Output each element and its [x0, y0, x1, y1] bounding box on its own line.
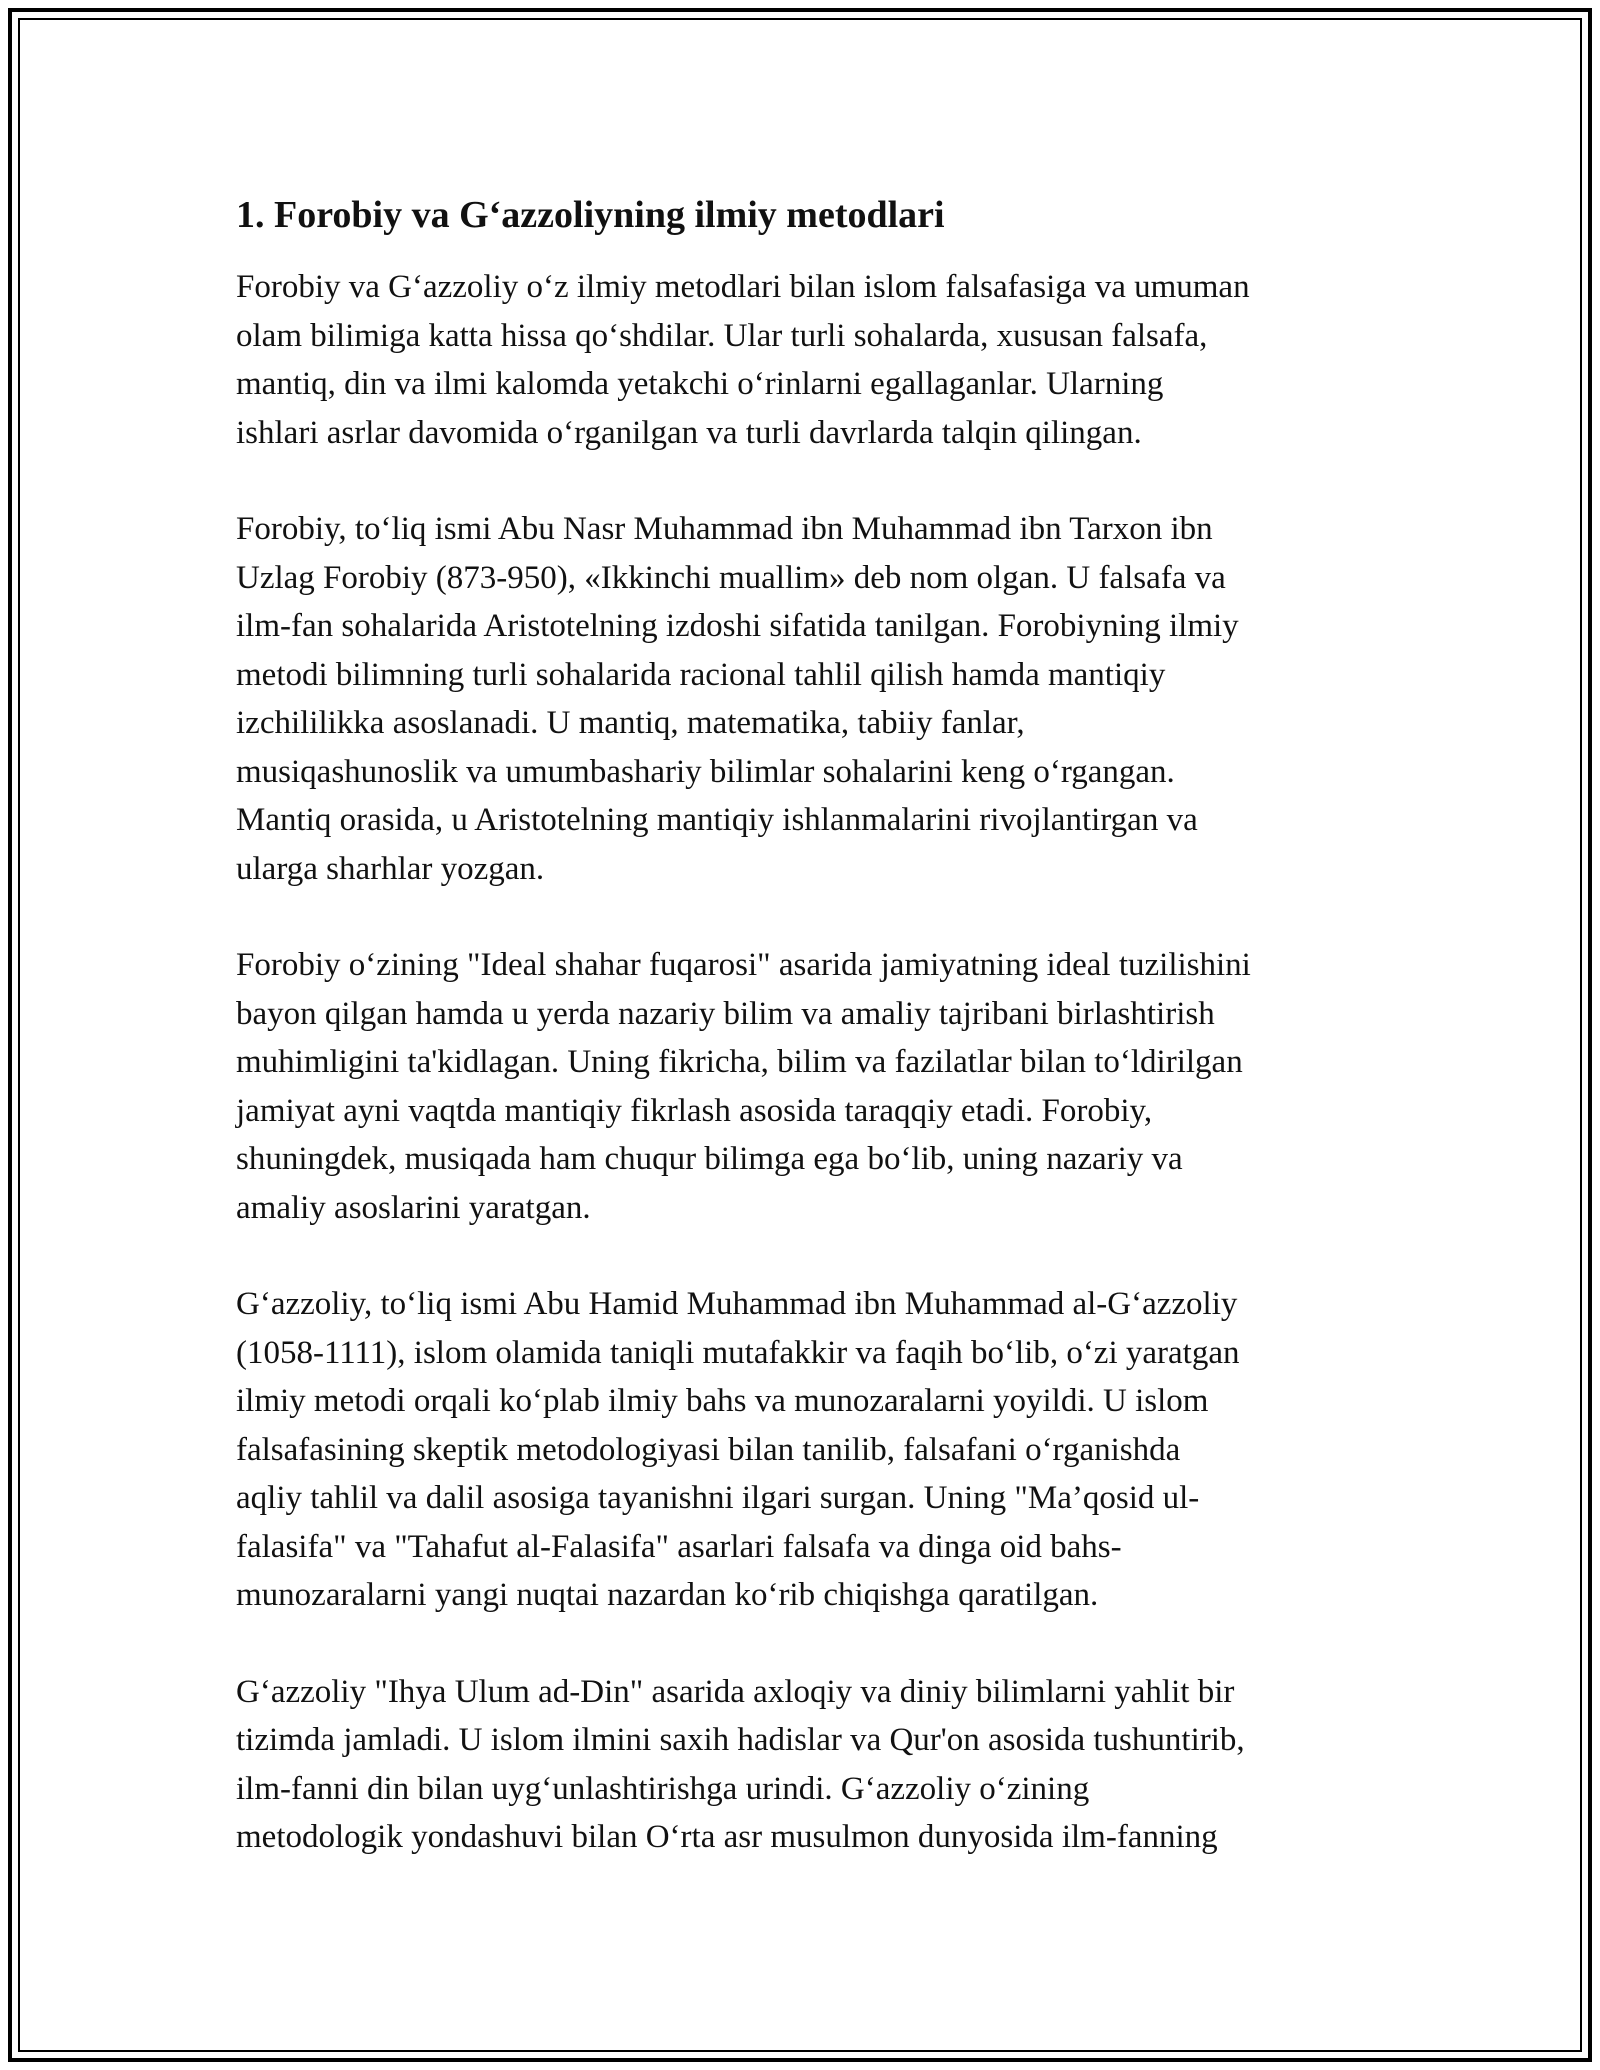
paragraph	[236, 1668, 1376, 1862]
text-line: tizimda jamladi. U islom ilmini saxih hadislar va Qur'on asosida tushuntirib,	[236, 1722, 1245, 1758]
text-line: ularga sharhlar yozgan.	[236, 850, 545, 887]
document-body	[236, 187, 1376, 1910]
text-line: mantiq, din va ilmi kalomda yetakchi o‘rinlarni egallaganlar. Ularning	[236, 366, 1164, 402]
text-line: Forobiy va G‘azzoliy o‘z ilmiy metodlari bilan islom falsafasiga va umuman	[236, 269, 1250, 305]
text-line: metodi bilimning turli sohalarida racional tahlil qilish hamda mantiqiy	[236, 656, 1166, 693]
text-line: metodologik yondashuvi bilan O‘rta asr musulmon dunyosida ilm-fanning	[236, 1819, 1218, 1855]
text-line: muhimligini ta'kidlagan. Uning fikricha, bilim va fazilatlar bilan to‘ldirilgan	[236, 1044, 1243, 1080]
paragraph	[236, 1280, 1376, 1620]
text-line: jamiyat ayni vaqtda mantiqiy fikrlash asosida taraqqiy etadi. Forobiy,	[236, 1092, 1153, 1129]
text-line: (1058-1111), islom olamida taniqli mutafakkir va faqih bo‘lib, o‘zi yaratgan	[236, 1334, 1240, 1371]
text-line: Forobiy o‘zining "Ideal shahar fuqarosi" asarida jamiyatning ideal tuzilishini	[236, 947, 1251, 983]
text-line: falasifa" va "Tahafut al-Falasifa" asarlari falsafa va dinga oid bahs-	[236, 1528, 1122, 1565]
text-line: Forobiy, to‘liq ismi Abu Nasr Muhammad ibn Muhammad ibn Tarxon ibn	[236, 511, 1213, 547]
text-line: ilmiy metodi orqali ko‘plab ilmiy bahs va munozaralarni yoyildi. U islom	[236, 1383, 1209, 1419]
text-line: Mantiq orasida, u Aristotelning mantiqiy ishlanmalarini rivojlantirgan va	[236, 802, 1198, 838]
text-line: amaliy asoslarini yaratgan.	[236, 1189, 591, 1226]
text-line: ilm-fanni din bilan uyg‘unlashtirishga urindi. G‘azzoliy o‘zining	[236, 1770, 1090, 1807]
paragraph-list	[236, 263, 1376, 1862]
text-line: aqliy tahlil va dalil asosiga tayanishni ilgari surgan. Uning "Ma’qosid ul-	[236, 1480, 1200, 1516]
paragraph	[236, 505, 1376, 893]
text-line: bayon qilgan hamda u yerda nazariy bilim va amaliy tajribani birlashtirish	[236, 995, 1215, 1032]
text-line: shuningdek, musiqada ham chuqur bilimga ega bo‘lib, uning nazariy va	[236, 1141, 1183, 1177]
paragraph	[236, 941, 1376, 1232]
text-line: falsafasining skeptik metodologiyasi bilan tanilib, falsafani o‘rganishda	[236, 1431, 1181, 1468]
paragraph	[236, 263, 1376, 457]
text-line: G‘azzoliy, to‘liq ismi Abu Hamid Muhammad ibn Muhammad al-G‘azzoliy	[236, 1286, 1238, 1322]
text-line: ilm-fan sohalarida Aristotelning izdoshi sifatida tanilgan. Forobiyning ilmiy	[236, 608, 1239, 644]
text-line: Uzlag Forobiy (873-950), «Ikkinchi muallim» deb nom olgan. U falsafa va	[236, 559, 1226, 596]
section-heading: 1. Forobiy va G‘azzoliyning ilmiy metodlari	[236, 194, 945, 236]
text-line: musiqashunoslik va umumbashariy bilimlar sohalarini keng o‘rgangan.	[236, 753, 1175, 790]
text-line: munozaralarni yangi nuqtai nazardan ko‘rib chiqishga qaratilgan.	[236, 1577, 1099, 1613]
text-line: ishlari asrlar davomida o‘rganilgan va turli davrlarda talqin qilingan.	[236, 414, 1142, 451]
text-line: olam bilimiga katta hissa qo‘shdilar. Ular turli sohalarda, xususan falsafa,	[236, 317, 1208, 354]
text-line: G‘azzoliy "Ihya Ulum ad-Din" asarida axloqiy va diniy bilimlarni yahlit bir	[236, 1673, 1235, 1710]
text-line: izchililikka asoslanadi. U mantiq, matematika, tabiiy fanlar,	[236, 705, 1025, 741]
